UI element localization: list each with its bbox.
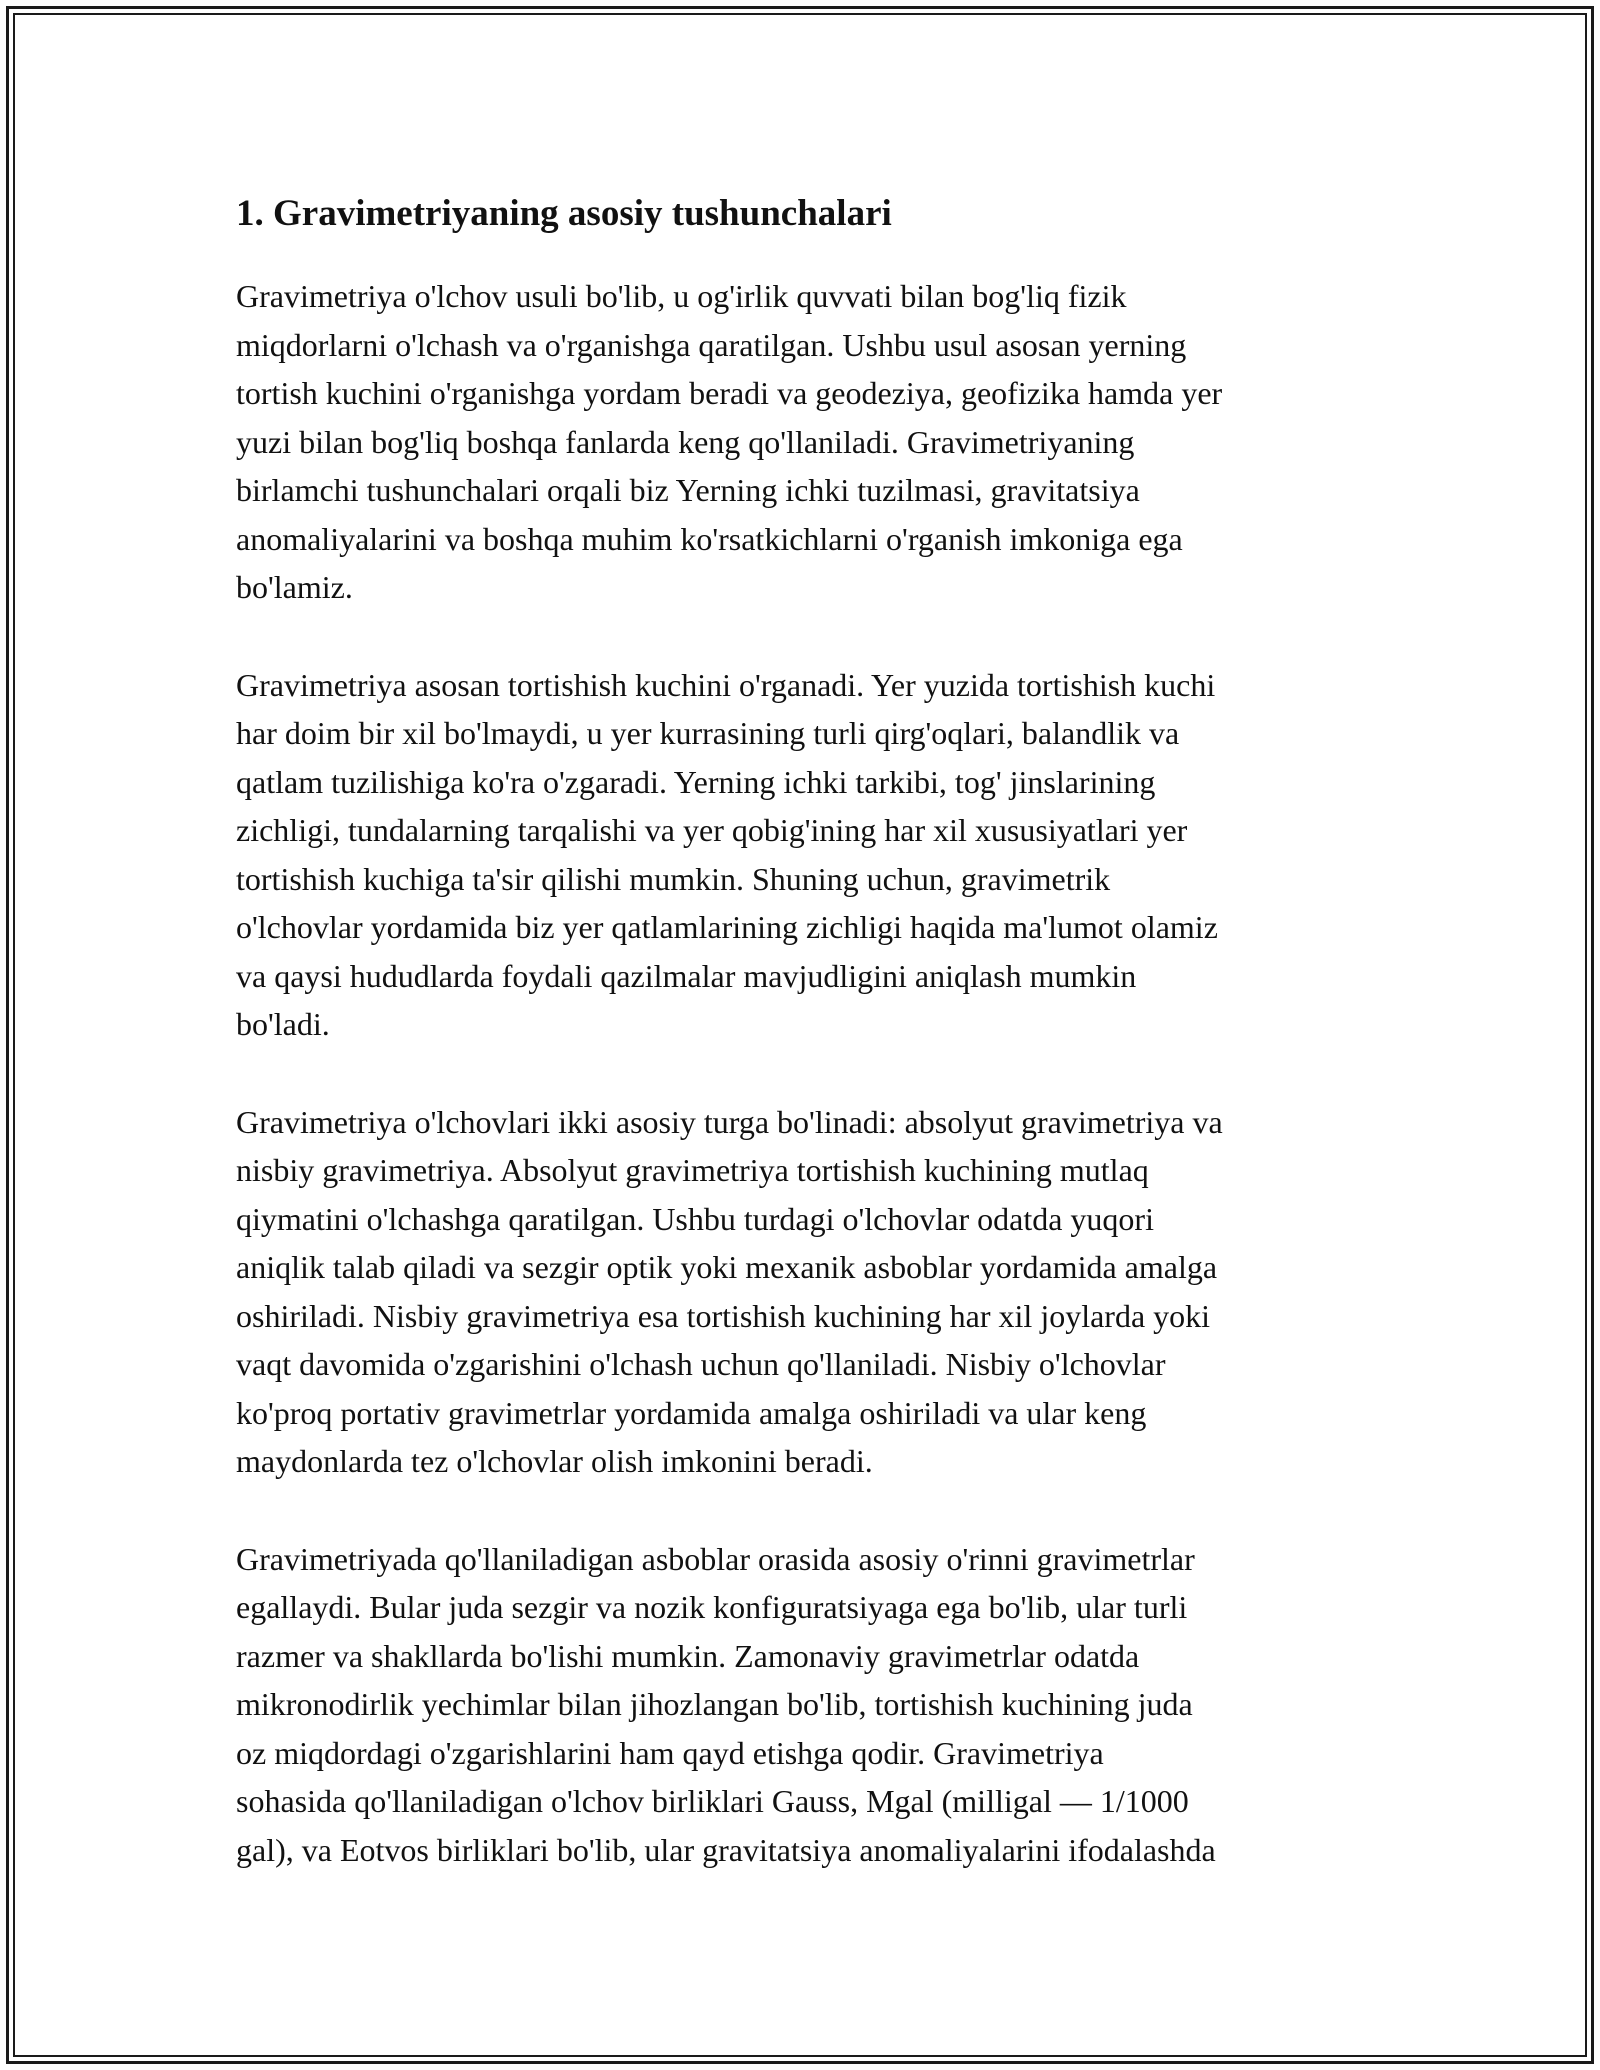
paragraph-2: Gravimetriya asosan tortishish kuchini o'rganadi. Yer yuzida tortishish kuchi har doim bir xil bo'lmaydi, u yer kurrasining turli qirg'oqlari, balandlik va qatlam tuzilishiga ko'ra o'zgaradi. Yerning ichki tarkibi, tog' jinslarining zichligi, tundalarning tarqalishi va yer qobig'ining har xil xususiyatlari yer tortishish kuchiga ta'sir qilishi mumkin. Shuning uchun, gravimetrik o'lchovlar yordamida biz yer qatlamlarining zichligi haqida ma'lumot olamiz va qaysi hududlarda foydali qazilmalar mavjudligini aniqlash mumkin bo'ladi. bbox=[236, 666, 1218, 1042]
paragraph-3: Gravimetriya o'lchovlari ikki asosiy turga bo'linadi: absolyut gravimetriya va nisbiy gravimetriya. Absolyut gravimetriya tortishish kuchining mutlaq qiymatini o'lchashga qaratilgan. Ushbu turdagi o'lchovlar odatda yuqori aniqlik talab qiladi va sezgir optik yoki mexanik asboblar yordamida amalga oshiriladi. Nisbiy gravimetriya esa tortishish kuchining har xil joylarda yoki vaqt davomida o'zgarishini o'lchash uchun qo'llaniladi. Nisbiy o'lchovlar ko'proq portativ gravimetrlar yordamida amalga oshiriladi va ular keng maydonlarda tez o'lchovlar olish imkonini beradi. bbox=[236, 1103, 1223, 1479]
paragraph-1: Gravimetriya o'lchov usuli bo'lib, u og'irlik quvvati bilan bog'liq fizik miqdorlarni o'lchash va o'rganishga qaratilgan. Ushbu usul asosan yerning tortish kuchini o'rganishga yordam beradi va geodeziya, geofizika hamda yer yuzi bilan bog'liq boshqa fanlarda keng qo'llaniladi. Gravimetriyaning birlamchi tushunchalari orqali biz Yerning ichki tuzilmasi, gravitatsiya anomaliyalarini va boshqa muhim ko'rsatkichlarni o'rganish imkoniga ega bo'lamiz. bbox=[236, 278, 1223, 605]
section-heading: 1. Gravimetriyaning asosiy tushunchalari bbox=[236, 193, 892, 234]
document-content bbox=[236, 186, 1376, 1923]
paragraph-4: Gravimetriyada qo'llaniladigan asboblar orasida asosiy o'rinni gravimetrlar egallaydi. Bular juda sezgir va nozik konfiguratsiyaga ega bo'lib, ular turli razmer va shakllarda bo'lishi mumkin. Zamonaviy gravimetrlar odatda mikronodirlik yechimlar bilan jihozlangan bo'lib, tortishish kuchining juda oz miqdordagi o'zgarishlarini ham qayd etishga qodir. Gravimetriya sohasida qo'llaniladigan o'lchov birliklari Gauss, Mgal (milligal — 1/1000 gal), va Eotvos birliklari bo'lib, ular gravitatsiya anomaliyalarini ifodalashda bbox=[236, 1540, 1216, 1868]
